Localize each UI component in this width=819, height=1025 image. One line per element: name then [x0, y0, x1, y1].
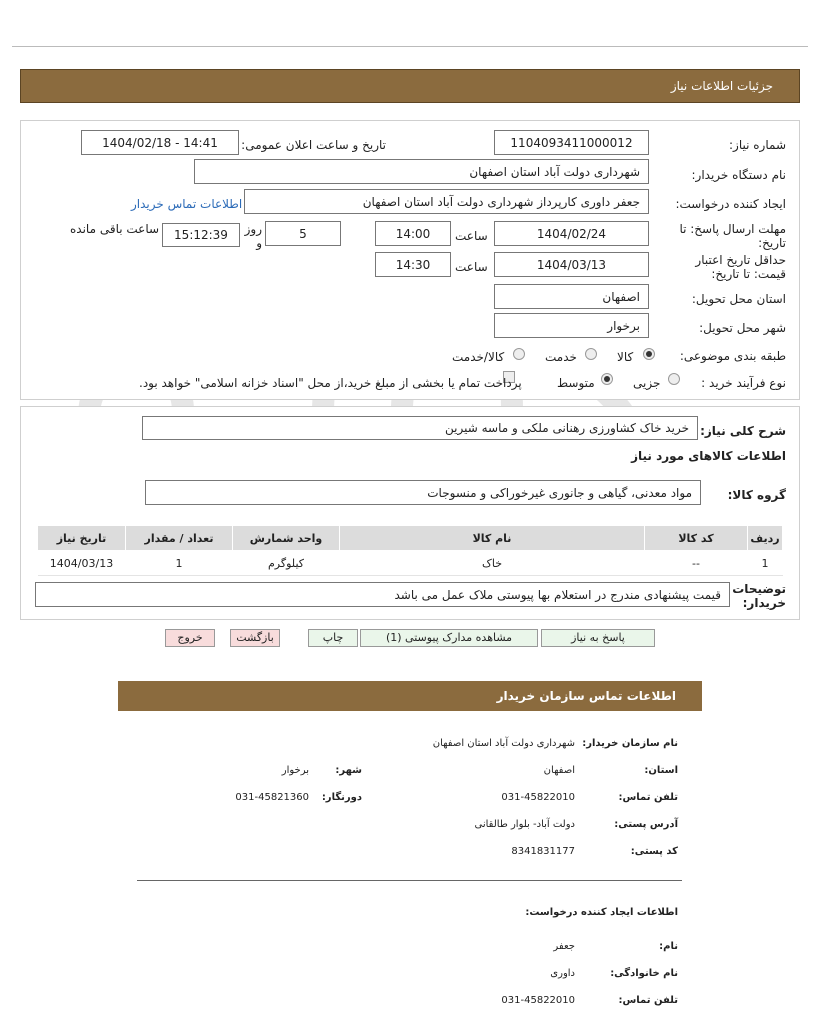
need-number-field: 1104093411000012: [494, 130, 649, 155]
org-fax-value: 031-45821360: [235, 792, 309, 803]
category-option-goods-service: کالا/خدمت: [452, 350, 505, 364]
deadline-time-field: 14:00: [375, 221, 451, 246]
org-city-value: برخوار: [281, 765, 309, 776]
validity-label: حداقل تاریخ اعتبار قیمت: تا تاریخ:: [695, 253, 786, 281]
validity-date-field: 1404/03/13: [494, 252, 649, 277]
deadline-label: مهلت ارسال پاسخ: تا تاریخ:: [679, 222, 786, 250]
creator-first-name-value: جعفر: [553, 941, 575, 952]
creator-last-name-label: نام خانوادگی:: [610, 968, 678, 979]
category-radio-goods-service[interactable]: [513, 348, 525, 360]
creator-first-name-label: نام:: [659, 941, 678, 952]
description-label: شرح کلی نیاز:: [700, 424, 786, 438]
page-title: جزئیات اطلاعات نیاز: [670, 79, 773, 93]
col-name-header: نام کالا: [340, 526, 645, 551]
province-label: استان محل تحویل:: [691, 292, 786, 306]
creator-last-name-value: داوری: [550, 968, 575, 979]
process-radio-medium[interactable]: [601, 373, 613, 385]
contact-divider: [137, 880, 682, 881]
category-label: طبقه بندی موضوعی:: [679, 349, 786, 363]
print-button[interactable]: چاپ: [308, 629, 358, 647]
reply-button[interactable]: پاسخ به نیاز: [541, 629, 655, 647]
org-province-label: استان:: [644, 765, 678, 776]
category-radio-service[interactable]: [585, 348, 597, 360]
cell-qty: 1: [126, 551, 233, 576]
table-header-row: [38, 526, 783, 551]
city-field: برخوار: [494, 313, 649, 338]
validity-time-field: 14:30: [375, 252, 451, 277]
top-divider: [12, 46, 808, 47]
creator-contact-title: اطلاعات ایجاد کننده درخواست:: [525, 907, 678, 918]
col-qty-header: تعداد / مقدار: [126, 526, 233, 551]
org-postal-label: کد پستی:: [630, 846, 678, 857]
buyer-contact-link[interactable]: اطلاعات تماس خریدار: [131, 197, 243, 211]
exit-button[interactable]: خروج: [165, 629, 215, 647]
deadline-date-field: 1404/02/24: [494, 221, 649, 246]
creator-label: ایجاد کننده درخواست:: [675, 197, 786, 211]
cell-code: --: [645, 551, 748, 576]
col-row-header: ردیف: [748, 526, 783, 551]
goods-group-label: گروه کالا:: [727, 488, 786, 502]
org-contact-title: اطلاعات تماس سازمان خریدار: [496, 689, 676, 703]
buyer-notes-field: قیمت پیشنهادی مندرج در استعلام بها پیوستی ملاک عمل می باشد: [35, 582, 730, 607]
col-unit-header: واحد شمارش: [233, 526, 340, 551]
org-phone-value: 031-45822010: [501, 792, 575, 803]
remaining-time-label: ساعت باقی مانده: [70, 222, 160, 236]
org-fax-label: دورنگار:: [321, 792, 362, 803]
process-radio-minor[interactable]: [668, 373, 680, 385]
announce-label: تاریخ و ساعت اعلان عمومی:: [241, 138, 386, 152]
org-address-value: دولت آباد- بلوار طالقانی: [474, 819, 575, 830]
cell-row: 1: [748, 551, 783, 576]
treasury-payment-note: پرداخت تمام یا بخشی از مبلغ خرید،از محل "اسناد خزانه اسلامی" خواهد بود.: [139, 376, 522, 390]
goods-info-title: اطلاعات کالاهای مورد نیاز: [631, 449, 786, 463]
goods-group-field: مواد معدنی، گیاهی و جانوری غیرخوراکی و منسوجات: [145, 480, 701, 505]
province-field: اصفهان: [494, 284, 649, 309]
org-province-value: اصفهان: [543, 765, 575, 776]
creator-phone-value: 031-45822010: [501, 995, 575, 1006]
buyer-notes-label: توضیحات خریدار:: [732, 582, 786, 610]
org-address-label: آدرس پستی:: [614, 819, 678, 830]
page-header: [20, 69, 800, 103]
description-field: خرید خاک کشاورزی رهنانی ملکی و ماسه شیرین: [142, 416, 698, 440]
col-date-header: تاریخ نیاز: [38, 526, 126, 551]
deadline-time-label: ساعت: [455, 229, 488, 243]
validity-time-label: ساعت: [455, 260, 488, 274]
need-number-label: شماره نیاز:: [729, 138, 786, 152]
remaining-time-field: 15:12:39: [162, 223, 240, 247]
process-option-minor: جزیی: [633, 376, 661, 390]
category-option-goods: کالا: [617, 350, 634, 364]
buyer-field: شهرداری دولت آباد استان اصفهان: [194, 159, 649, 184]
creator-phone-label: تلفن تماس:: [618, 995, 678, 1006]
org-city-label: شهر:: [335, 765, 362, 776]
attachments-button[interactable]: مشاهده مدارک پیوستی (1): [360, 629, 538, 647]
org-contact-header: [118, 681, 702, 711]
city-label: شهر محل تحویل:: [699, 321, 786, 335]
org-phone-label: تلفن تماس:: [618, 792, 678, 803]
goods-table: [37, 525, 783, 576]
days-label: روز و: [244, 222, 262, 250]
table-row: [38, 551, 783, 576]
creator-field: جعفر داوری کارپرداز شهرداری دولت آباد استان اصفهان: [244, 189, 649, 214]
col-code-header: کد کالا: [645, 526, 748, 551]
org-name-value: شهرداری دولت آباد استان اصفهان: [432, 738, 575, 749]
back-button[interactable]: بازگشت: [230, 629, 280, 647]
cell-date: 1404/03/13: [38, 551, 126, 576]
cell-name: خاک: [340, 551, 645, 576]
announce-field: 1404/02/18 - 14:41: [81, 130, 239, 155]
cell-unit: کیلوگرم: [233, 551, 340, 576]
process-label: نوع فرآیند خرید :: [701, 376, 786, 390]
category-option-service: خدمت: [545, 350, 577, 364]
buyer-label: نام دستگاه خریدار:: [691, 168, 786, 182]
days-field: 5: [265, 221, 341, 246]
category-radio-goods[interactable]: [643, 348, 655, 360]
org-postal-value: 8341831177: [511, 846, 575, 857]
org-name-label: نام سازمان خریدار:: [582, 738, 678, 749]
process-option-medium: متوسط: [557, 376, 595, 390]
